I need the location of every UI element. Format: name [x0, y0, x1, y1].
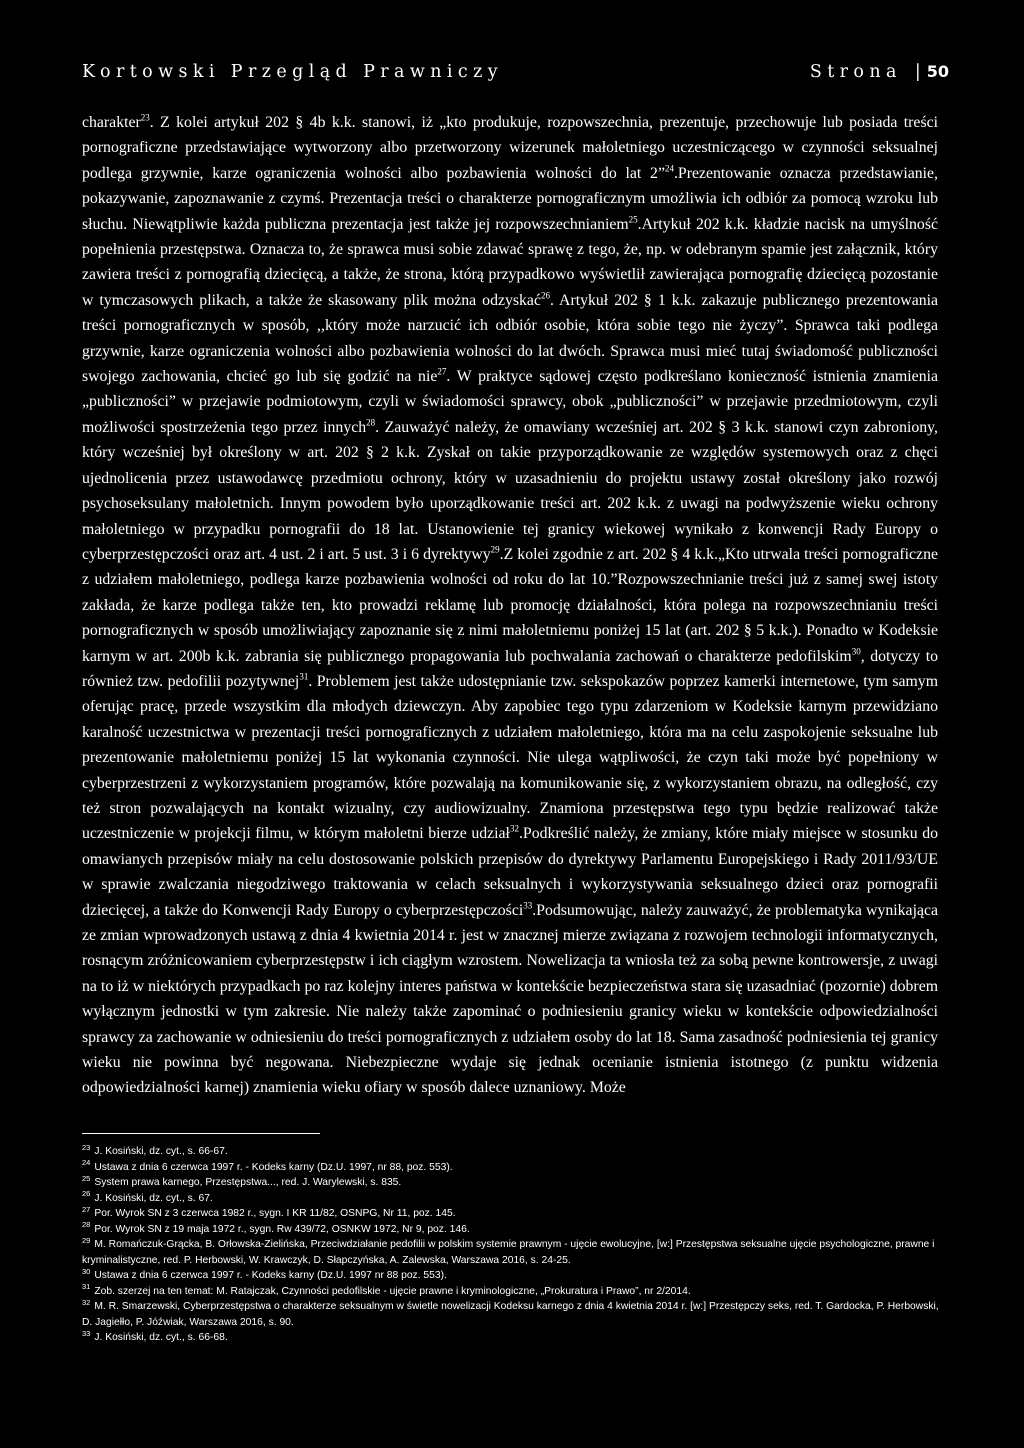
footnote-text: M. Romańczuk-Grącka, B. Orłowska-Zielińska, Przeciwdziałanie pedofilii w polskim systemie prawnym - ujęcie ewolucyjne, [w:] Przestępstwa seksualne ujęcie psychologiczne, prawne i kryminalistyczne, red. P. Herbowski, W. Krawczyk, D. Słapczyńska, A. Zalewska, Warszawa 2016, s. 24-25.	[82, 1239, 935, 1266]
text-run: . Z kolei artykuł 202 § 4b k.k. stanowi, iż „kto produkuje, rozpowszechnia, prezentuje, przechowuje lub posiada treści pornograficzne przedstawiające wytworzony albo przetworzony wizerunek małoletniego uczestniczącego w czynności seksualnej podlega grzywnie, karze ograniczenia wolności albo pozbawienia wolności do lat 2”	[82, 114, 938, 182]
page-separator: |	[914, 62, 921, 82]
page-indicator	[810, 62, 949, 82]
footnote-number: 23	[82, 1142, 91, 1152]
text-run: , dotyczy to również tzw. pedofilii pozytywnej	[82, 647, 938, 690]
footnotes	[82, 1144, 940, 1346]
footnote-text: J. Kosiński, dz. cyt., s. 66-68.	[94, 1332, 228, 1343]
footnote-ref: 23	[140, 112, 150, 123]
footnote-item	[82, 1268, 940, 1284]
paragraph	[82, 110, 938, 1101]
text-run: .Podkreślić należy, że zmiany, które miały miejsce w stosunku do omawianych przepisów miały na celu dostosowanie polskich przepisów do dyrektywy Parlamentu Europejskiego i Rady 2011/93/UE w sprawie zwalczania niegodziwego traktowania w celach seksualnych i wykorzystywania seksualnego dzieci oraz pornografii dziecięcej, a także do Konwencji Rady Europy o cyberprzestępczości	[82, 825, 939, 919]
footnote-number: 24	[82, 1158, 91, 1168]
footnote-ref: 27	[437, 366, 447, 377]
page-label: Strona	[809, 62, 902, 82]
text-run: .Prezentowanie oznacza przedstawianie, pokazywanie, zapoznawanie z czymś. Prezentacja treści o charakterze pornograficznym umożliwia ich odbiór za pomocą wzroku lub słuchu. Niewątpliwie każda publiczna prezentacja jest także jej rozpowszechnianiem	[82, 164, 939, 233]
footnote-number: 32	[82, 1297, 91, 1307]
footnote-item	[82, 1144, 940, 1160]
main-text	[82, 110, 938, 1101]
footnote-ref: 33	[523, 900, 533, 911]
footnote-ref: 31	[299, 671, 309, 682]
footnote-item	[82, 1237, 940, 1268]
footnote-item	[82, 1206, 940, 1222]
footnote-number: 27	[82, 1204, 91, 1214]
footnote-item	[82, 1284, 940, 1300]
footnote-ref: 28	[366, 417, 376, 428]
footnote-text: Por. Wyrok SN z 3 czerwca 1982 r., sygn. I KR 11/82, OSNPG, Nr 11, poz. 145.	[94, 1208, 456, 1219]
footnote-number: 33	[82, 1328, 91, 1338]
footnote-ref: 26	[540, 290, 550, 301]
footnote-item	[82, 1330, 940, 1346]
footnote-number: 30	[82, 1266, 91, 1276]
text-run: . W praktyce sądowej często podkreślano konieczność istnienia znamienia „publiczności” w przejawie podmiotowym, czyli w świadomości sprawcy, obok „publiczności” w przejawie przedmiotowym, czyli możliwości spostrzeżenia tego przez innych	[82, 368, 938, 436]
text-run: . Zauważyć należy, że omawiany wcześniej art. 202 § 3 k.k. stanowi czyn zabroniony, który wcześniej był określony w art. 202 § 2 k.k. Zyskał on takie przyporządkowanie ze względów systemowych oraz z chęci ujednolicenia przez ustawodawcę przedmiotu ochrony, który w uzasadnieniu do projektu ustawy został określony jako rozwój psychoseksulany małoletnich. Innym powodem było uporządkowanie treści art. 202 k.k. z uwagi na podwyższenie wieku ochrony małoletniego w przypadku pornografii do 18 lat. Ustanowienie tej granicy wiekowej wynikało z konwencji Rady Europy o cyberprzestępczości oraz art. 4 ust. 2 i art. 5 ust. 3 i 6 dyrektywy	[82, 418, 938, 563]
footnote-text: Ustawa z dnia 6 czerwca 1997 r. - Kodeks karny (Dz.U. 1997, nr 88, poz. 553).	[94, 1161, 453, 1173]
footnote-item	[82, 1191, 940, 1207]
footnote-ref: 32	[509, 824, 519, 835]
text-run: . Problemem jest także udostępnianie tzw. sekspokazów poprzez kamerki internetowe, tym samym oferując pracę, przede wszystkim dla młodych dziewczyn. Aby zapobiec tego typu zdarzeniom w Kodeksie karnym przewidziano karalność uczestnictwa w prezentacji treści pornograficznych z udziałem małoletniego, która ma na celu zaspokojenie seksualne lub prezentowanie małoletniemu poniżej 15 lat wykonania czynności. Nie ulega wątpliwości, że czyn taki może być popełniony w cyberprzestrzeni z wykorzystaniem programów, które pozwalają na komunikowanie się, z wykorzystaniem obrazu, na odległość, czy też stron pozwalających na kontakt wizualny, czy audiowizualny. Znamiona przestępstwa tego typu będzie realizować także uczestniczenie w projekcji filmu, w którym małoletni bierze udział	[82, 672, 938, 843]
footnote-ref: 25	[628, 214, 638, 225]
footnote-text: System prawa karnego, Przestępstwa..., red. J. Warylewski, s. 835.	[94, 1177, 402, 1188]
footnote-item	[82, 1222, 940, 1238]
footnote-separator	[82, 1133, 320, 1134]
footnote-item	[82, 1175, 940, 1191]
footnote-text: Zob. szerzej na ten temat: M. Ratajczak, Czynności pedofilskie - ujęcie prawne i kryminologiczne, „Prokuratura i Prawo”, nr 2/2014.	[94, 1285, 691, 1297]
footnote-number: 29	[82, 1235, 91, 1245]
footnote-ref: 30	[851, 646, 861, 657]
text-run: . Artykuł 202 § 1 k.k. zakazuje publicznego prezentowania treści pornograficznych w sposób, ,,który może narzucić ich odbiór osobie, która sobie tego nie życzy”. Sprawca taki podlega grzywnie, karze ograniczenia wolności albo pozbawienia wolności do lat dwóch. Sprawca musi mieć tutaj świadomość publiczności swojego zachowania, chcieć go lub się godzić na nie	[82, 291, 939, 386]
footnote-ref: 29	[490, 544, 500, 555]
text-run: charakter	[82, 114, 141, 131]
journal-title: Kortowski Przegląd Prawniczy	[82, 62, 504, 82]
footnote-item	[82, 1160, 940, 1176]
footnote-text: J. Kosiński, dz. cyt., s. 67.	[94, 1192, 213, 1204]
footnote-number: 25	[82, 1173, 91, 1183]
page-header	[82, 62, 949, 88]
text-run: .Artykuł 202 k.k. kładzie nacisk na umyślność popełnienia przestępstwa. Oznacza to, że sprawca musi sobie zdawać sprawę z tego, że, np. w odebranym spamie jest załącznik, który zawiera treści z pornografią dziecięcą, a także, że strona, którą przypadkowo wyświetlił zawierająca pornografię dziecięcą pozostanie w tymczasowych plikach, a także że skasowany plik można odzyskać	[82, 215, 938, 309]
footnote-number: 28	[82, 1220, 91, 1230]
footnote-item	[82, 1299, 940, 1330]
text-run: .Z kolei zgodnie z art. 202 § 4 k.k.„Kto utrwala treści pornograficzne z udziałem małoletniego, podlega karze pozbawienia wolności od roku do lat 10.”Rozpowszechnianie treści już z samej swej istoty zakłada, że karze podlega także ten, kto prowadzi reklamę lub promocję działalności, która polega na rozpowszechnianiu treści pornograficznych w sposób umożliwiający zapoznanie się z nimi małoletniemu poniżej 15 lat (art. 202 § 5 k.k.). Ponadto w Kodeksie karnym w art. 200b k.k. zabrania się publicznego propagowania lub pochwalania zachowań o charakterze pedofilskim	[82, 545, 938, 665]
footnote-ref: 24	[664, 163, 674, 174]
page-number: 50	[926, 62, 949, 81]
footnote-number: 26	[82, 1189, 91, 1199]
text-run: .Podsumowując, należy zauważyć, że problematyka wynikająca ze zmian wprowadzonych ustawą z dnia 4 kwietnia 2014 r. jest w znacznej mierze związana z rozwojem technologii informatycznych, rosnącym zróżnicowaniem cyberprzestępstw i ich ciągłym wzrostem. Nowelizacja ta wniosła też za sobą pewne kontrowersje, z uwagi na to iż w niektórych przypadkach po raz kolejny interes państwa w kontekście bezpieczeństwa stara się uzasadniać (pozornie) dobrem wyłącznym jednostki w tym zakresie. Nie należy także zapominać o podniesieniu granicy wieku w kontekście odpowiedzialności sprawcy za zachowanie w odniesieniu do treści pornograficznych z udziałem osoby do lat 18. Sama zasadność podniesienia tej granicy wieku nie powinna być negowana. Niebezpieczne wydaje się jednak ocenianie istnienia istotnego (z punktu widzenia odpowiedzialności karnej) znamienia wieku ofiary w sposób dalece uznaniowy. Może	[82, 901, 938, 1097]
footnote-text: J. Kosiński, dz. cyt., s. 66-67.	[94, 1146, 228, 1157]
footnote-text: M. R. Smarzewski, Cyberprzestępstwa o charakterze seksualnym w świetle nowelizacji Kodeksu karnego z dnia 4 kwietnia 2014 r. [w:] Przestępczy seks, red. T. Gardocka, P. Herbowski, D. Jagiełło, P. Jóźwiak, Warszawa 2016, s. 90.	[82, 1301, 939, 1328]
footnote-number: 31	[82, 1282, 91, 1292]
footnote-text: Ustawa z dnia 6 czerwca 1997 r. - Kodeks karny (Dz.U. 1997 nr 88 poz. 553).	[94, 1270, 447, 1281]
footnote-text: Por. Wyrok SN z 19 maja 1972 r., sygn. Rw 439/72, OSNKW 1972, Nr 9, poz. 146.	[94, 1223, 470, 1235]
